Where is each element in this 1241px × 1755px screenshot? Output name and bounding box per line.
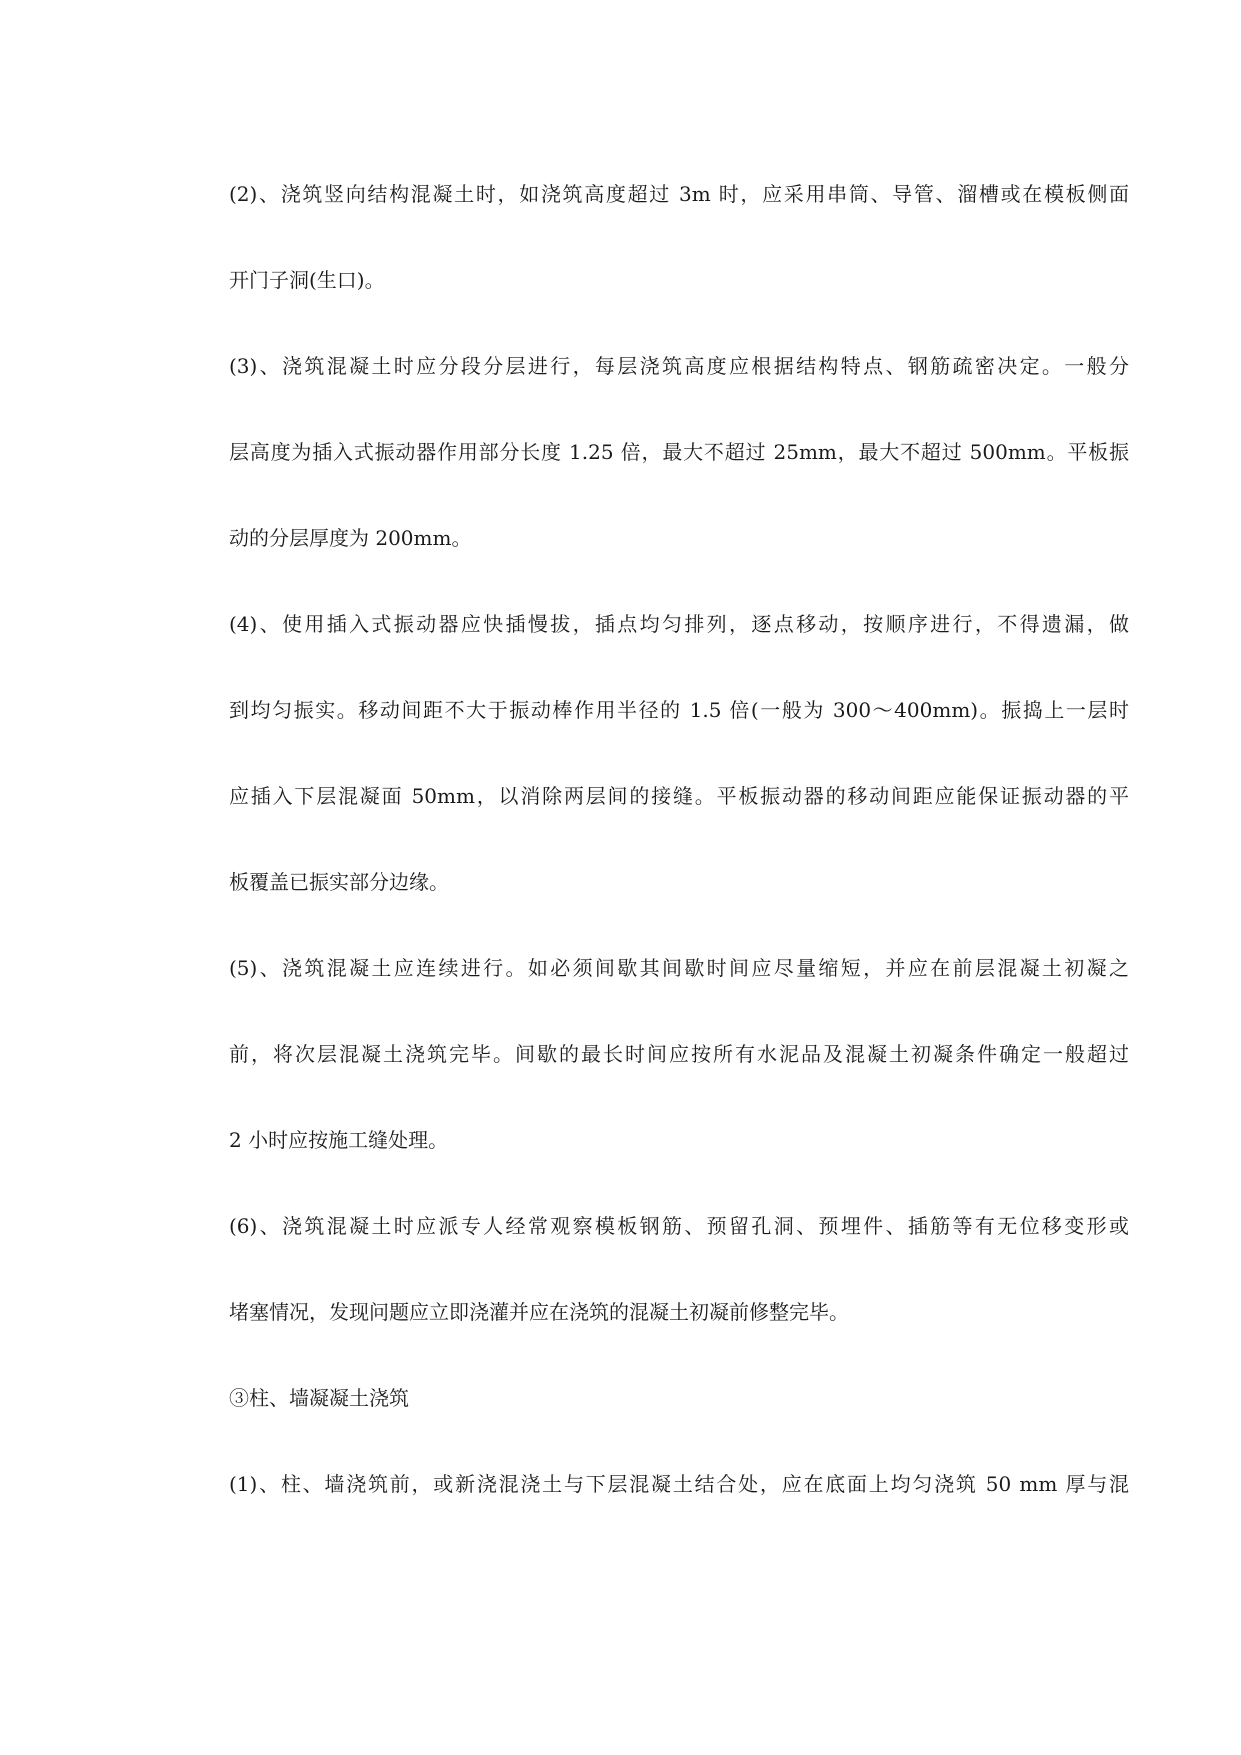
paragraph-4-line-4: 板覆盖已振实部分边缘。 [229, 870, 449, 894]
paragraph-3-line-2: 层高度为插入式振动器作用部分长度 1.25 倍，最大不超过 25mm，最大不超过 500mm。平板振 [229, 440, 1129, 464]
paragraph-3-line-1: (3)、浇筑混凝土时应分段分层进行，每层浇筑高度应根据结构特点、钢筋疏密决定。一般分 [229, 354, 1129, 378]
paragraph-5-line-2: 前，将次层混凝土浇筑完毕。间歇的最长时间应按所有水泥品及混凝土初凝条件确定一般超过 [229, 1042, 1129, 1066]
paragraph-4-line-3: 应插入下层混凝面 50mm，以消除两层间的接缝。平板振动器的移动间距应能保证振动器的平 [229, 784, 1129, 808]
paragraph-2-line-2: 开门子洞(生口)。 [229, 268, 385, 292]
paragraph-5-line-1: (5)、浇筑混凝土应连续进行。如必须间歇其间歇时间应尽量缩短，并应在前层混凝土初凝之 [229, 956, 1129, 980]
paragraph-3-line-3: 动的分层厚度为 200mm。 [229, 526, 472, 550]
paragraph-4-line-1: (4)、使用插入式振动器应快插慢拔，插点均匀排列，逐点移动，按顺序进行，不得遗漏，做 [229, 612, 1129, 636]
paragraph-6-line-2: 堵塞情况，发现问题应立即浇灌并应在浇筑的混凝土初凝前修整完毕。 [229, 1300, 849, 1324]
paragraph-6-line-1: (6)、浇筑混凝土时应派专人经常观察模板钢筋、预留孔洞、预埋件、插筋等有无位移变形或 [229, 1214, 1129, 1238]
paragraph-2-line-1: (2)、浇筑竖向结构混凝土时，如浇筑高度超过 3m 时，应采用串筒、导管、溜槽或在模板侧面 [229, 182, 1129, 206]
paragraph-4-line-2: 到均匀振实。移动间距不大于振动棒作用半径的 1.5 倍(一般为 300～400mm)。振捣上一层时 [229, 698, 1129, 722]
paragraph-1-line-1: (1)、柱、墙浇筑前，或新浇混浇土与下层混凝土结合处，应在底面上均匀浇筑 50 mm 厚与混 [229, 1472, 1129, 1496]
paragraph-5-line-3: 2 小时应按施工缝处理。 [229, 1128, 449, 1152]
section-heading-column-wall: ③柱、墙凝凝土浇筑 [229, 1386, 409, 1410]
